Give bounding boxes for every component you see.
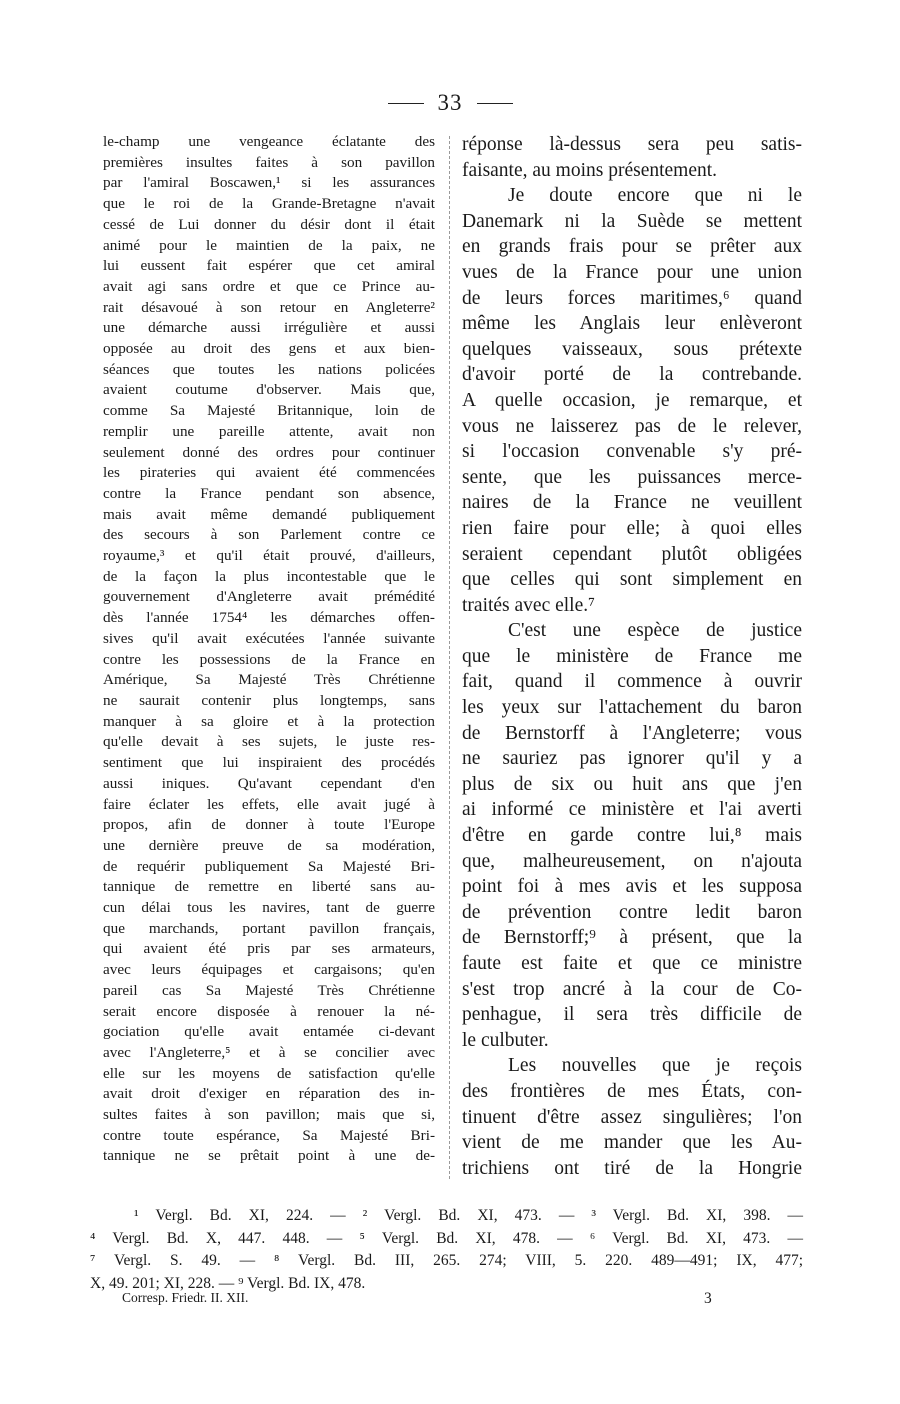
text-line: point foi à mes avis et les supposa (462, 876, 802, 898)
text-line: de prévention contre ledit baron (462, 901, 802, 923)
text-line: elle sur les moyens de satisfaction qu'elle (103, 1064, 435, 1082)
text-line: manquer à sa gloire et à la protection (103, 712, 435, 730)
text-line: s'est trop ancré à la cour de Co- (462, 978, 802, 1000)
left-column (103, 132, 435, 1167)
text-line: serait encore disposée à renouer la né- (103, 1002, 435, 1020)
text-line: en grands frais pour se prêter aux (462, 236, 802, 258)
text-line: par l'amiral Boscawen,¹ si les assurances (103, 174, 435, 192)
header-rule-left (388, 103, 424, 104)
text-line: opposée au droit des gens et aux bien- (103, 340, 435, 358)
footnote-line: ⁷ Vergl. S. 49. — ⁸ Vergl. Bd. III, 265. 274; VIII, 5. 220. 489—491; IX, 477; (90, 1252, 803, 1269)
text-line: contre toute espérance, Sa Majesté Bri- (103, 1126, 435, 1144)
text-line: des frontières de mes États, con- (462, 1080, 802, 1102)
text-line: de Bernstorff à l'Angleterre; vous (462, 722, 802, 744)
footnote-line: ⁴ Vergl. Bd. X, 447. 448. — ⁵ Vergl. Bd. XI, 478. — ⁶ Vergl. Bd. XI, 473. — (90, 1229, 803, 1247)
footnotes (90, 1205, 803, 1295)
text-line: avaient coutume d'observer. Mais que, (103, 381, 435, 399)
text-line: contre les possessions de la France en (103, 650, 435, 668)
text-line: lui eussent fait espérer que cet amiral (103, 257, 435, 275)
text-line: Les nouvelles que je reçois (508, 1055, 802, 1077)
text-line: avait droit d'exiger en réparation des in- (103, 1085, 435, 1103)
text-line: sultes faites à son pavillon; mais que si, (103, 1106, 435, 1124)
text-line: gociation qu'elle avait entamée ci-devant (103, 1023, 435, 1041)
text-line: vues de la France pour une union (462, 261, 802, 283)
text-line: de Bernstorff;⁹ à présent, que la (462, 927, 802, 949)
text-line: trichiens ont tiré de la Hongrie (462, 1157, 802, 1179)
text-line: pareil cas Sa Majesté Très Chrétienne (103, 981, 435, 999)
right-column (462, 132, 802, 1181)
text-line: royaume,³ et qu'il était prouvé, d'ailleurs, (103, 547, 435, 565)
text-line: une démarche aussi irrégulière et aussi (103, 319, 435, 337)
text-line: A quelle occasion, je remarque, et (462, 389, 802, 411)
footnote-line: X, 49. 201; XI, 228. — ⁹ Vergl. Bd. IX, 478. (90, 1274, 366, 1292)
text-line: gouvernement d'Angleterre avait prémédité (103, 588, 435, 606)
text-line: qu'elle devait à ses sujets, le juste res- (103, 733, 435, 751)
text-line: Amérique, Sa Majesté Très Chrétienne (103, 671, 435, 689)
text-line: plus de six ou huit ans que j'en (462, 773, 802, 795)
text-line: aussi iniques. Qu'avant cependant d'en (103, 774, 435, 792)
text-line: comme Sa Majesté Britannique, loin de (103, 402, 435, 420)
text-line: tannique de remettre en liberté sans au- (103, 878, 435, 896)
text-line: une dernière preuve de sa modération, (103, 836, 435, 854)
text-line: les pirateries qui avaient été commencées (103, 464, 435, 482)
text-line: que le roi de la Grande-Bretagne n'avait (103, 195, 435, 213)
text-line: cessé de Lui donner du désir dont il était (103, 215, 435, 233)
text-line: contre la France pendant son absence, (103, 484, 435, 502)
text-line: qui avaient été pris par ses armateurs, (103, 940, 435, 958)
text-line: le culbuter. (462, 1029, 549, 1051)
header-rule-right (477, 103, 513, 104)
text-line: vous ne laisserez pas de le relever, (462, 415, 802, 437)
signature-mark: Corresp. Friedr. II. XII. (122, 1290, 249, 1305)
text-line: rait désavoué à son retour en Angleterre² (103, 298, 435, 316)
signature-number: 3 (704, 1290, 712, 1307)
text-line: réponse là-dessus sera peu satis- (462, 134, 802, 155)
text-line: des secours à son Parlement contre ce (103, 526, 435, 544)
text-line: que celles qui sont simplement en (462, 569, 802, 591)
text-line: sentiment que lui inspiraient des procédés (103, 754, 435, 772)
text-line: de la façon la plus incontestable que le (103, 567, 435, 585)
text-line: ne saurait contenir plus longtemps, sans (103, 691, 435, 709)
text-line: avec leurs équipages et cargaisons; qu'en (103, 961, 435, 979)
text-line: fait, quand il commence à ouvrir (462, 671, 802, 693)
text-line: séances que toutes les nations policées (103, 360, 435, 378)
column-divider (449, 136, 450, 1179)
text-line: vient de me mander que les Au- (462, 1132, 802, 1154)
text-line: naires de la France ne veuillent (462, 492, 802, 514)
footnote-line: ¹ Vergl. Bd. XI, 224. — ² Vergl. Bd. XI, 473. — ³ Vergl. Bd. XI, 398. — (134, 1207, 803, 1224)
text-line: tinuent d'être assez singulières; l'on (462, 1106, 802, 1128)
paragraph (462, 132, 802, 183)
text-line: que le ministère de France me (462, 645, 802, 667)
text-line: cun délai tous les navires, tant de guerre (103, 899, 435, 917)
text-line: rien faire pour elle; à quoi elles (462, 517, 802, 539)
text-line: ai informé ce ministère et l'ai averti (462, 799, 802, 821)
text-line: seulement donné des ordres pour continuer (103, 443, 435, 461)
text-line: le-champ une vengeance éclatante des (103, 133, 435, 150)
paragraph (462, 618, 802, 1053)
text-line: seraient cependant plutôt obligées (462, 543, 802, 565)
paragraph (462, 183, 802, 618)
text-line: faire éclater les effets, elle avait jugé à (103, 795, 435, 813)
text-line: avec l'Angleterre,⁵ et à se concilier avec (103, 1043, 435, 1061)
text-line: remplir une pareille attente, avait non (103, 422, 435, 440)
text-line: sives qu'il avait exécutées l'année suivante (103, 629, 435, 647)
text-line: d'avoir porté de la contrebande. (462, 364, 802, 386)
text-line: traités avec elle.⁷ (462, 594, 595, 616)
text-line: d'être en garde contre lui,⁸ mais (462, 825, 802, 847)
text-line: C'est une espèce de justice (508, 620, 802, 642)
page-number: 33 (437, 90, 463, 115)
text-line: faute est faite et que ce ministre (462, 953, 802, 974)
text-line: propos, afin de donner à toute l'Europe (103, 816, 435, 834)
text-line: les yeux sur l'attachement du baron (462, 697, 802, 719)
text-line: sente, que les puissances merce- (462, 466, 802, 488)
text-line: tannique ne se prêtait point à une de- (103, 1147, 435, 1165)
text-line: quelques vaisseaux, sous prétexte (462, 338, 802, 360)
paragraph (103, 132, 435, 1167)
text-line: ne sauriez pas ignorer qu'il y a (462, 748, 802, 770)
text-line: dès l'année 1754⁴ les démarches offen- (103, 609, 435, 627)
text-line: Je doute encore que ni le (508, 185, 802, 207)
text-line: faisante, au moins présentement. (462, 159, 718, 181)
text-line: mais avait même demandé publiquement (103, 505, 435, 523)
text-line: Danemark ni la Suède se mettent (462, 210, 802, 232)
text-line: penhague, il sera très difficile de (462, 1004, 802, 1026)
text-line: même les Anglais leur enlèveront (462, 313, 802, 335)
text-line: de leurs forces maritimes,⁶ quand (462, 287, 802, 309)
page-header (0, 88, 900, 118)
paragraph (462, 1053, 802, 1181)
text-line: si l'occasion convenable s'y pré- (462, 441, 802, 463)
text-line: avait agi sans ordre et que ce Prince au- (103, 277, 435, 295)
text-line: que, malheureusement, on n'ajouta (462, 850, 802, 872)
text-line: animé pour le maintien de la paix, ne (103, 236, 435, 254)
text-line: de requérir publiquement Sa Majesté Bri- (103, 857, 435, 875)
text-line: premières insultes faites à son pavillon (103, 153, 435, 171)
text-line: que marchands, portant pavillon français, (103, 919, 435, 937)
